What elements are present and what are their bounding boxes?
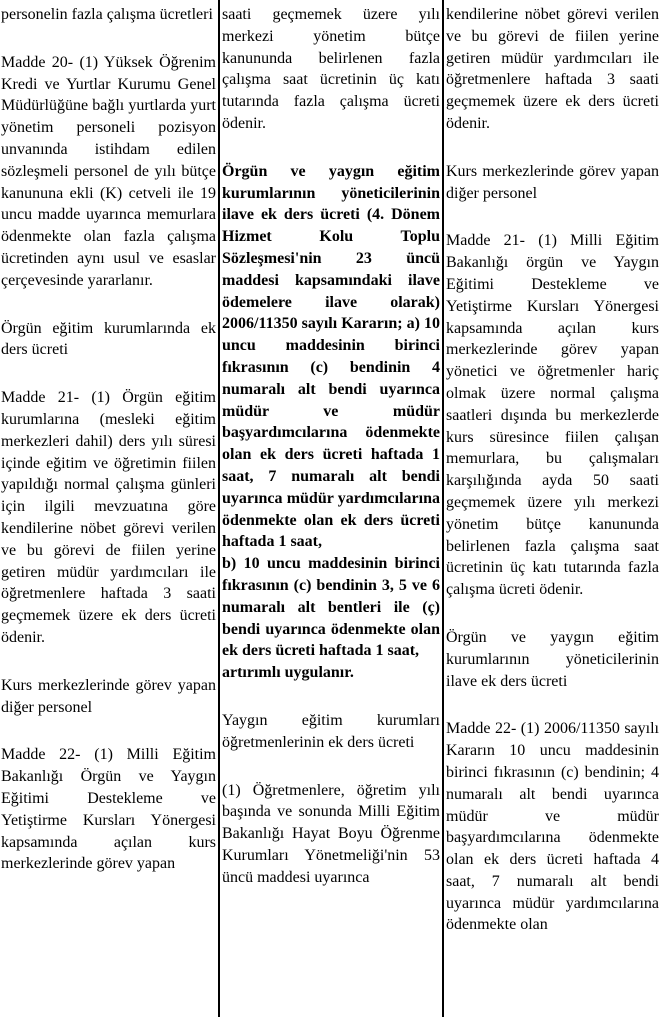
col1-para-1: personelin fazla çalışma ücretleri: [1, 6, 213, 23]
col1-para-6: Madde 22- (1) Milli Eğitim Bakanlığı Örgün ve Yaygın Eğitimi Destekleme ve Yetiştirme Kursları Yönergesi kapsamında açılan kurs merkezlerinde görev yapan: [1, 746, 216, 873]
table-column-3: [442, 0, 660, 1017]
col2-para-5: Yaygın eğitim kurumları öğretmenlerinin ek ders ücreti: [222, 711, 440, 751]
col1-para-4: Madde 21- (1) Örgün eğitim kurumlarına (mesleki eğitim merkezleri dahil) ders yılı süresi içinde eğitim ve öğretimin fiilen yapıldığı normal çalışma günleri için ilgili mevzuatına göre kendilerine nöbet görevi verilen ve bu görevi de fiilen yerine getiren müdür yardımcıları ile öğretmenlere haftada 3 saati geçmemek üzere ek ders ücreti ödenir.: [1, 389, 216, 646]
col1-para-3: Örgün eğitim kurumlarında ek ders ücreti: [1, 319, 216, 359]
col2-para-4: artırımlı uygulanır.: [222, 664, 354, 682]
col1-para-5: Kurs merkezlerinde görev yapan diğer personel: [1, 676, 216, 716]
col2-para-2: Örgün ve yaygın eğitim kurumlarının yöneticilerinin ilave ek ders ücreti (4. Dönem Hizmet Kolu Toplu Sözleşmesi'nin 23 üncü maddesi kapsamındaki ilave ödemelere ilave olarak) 2006/11350 sayılı Kararın; a) 10 uncu maddesinin birinci fıkrasının (c) bendinin 4 numaralı alt bendi uyarınca müdür ve müdür başyardımcılarına ödenmekte olan ek ders ücreti haftada 1 saat, 7 numaralı alt bendi uyarınca müdür yardımcılarına ödenmekte olan ek ders ücreti haftada 1 saat,: [222, 162, 440, 551]
col3-para-3: Madde 21- (1) Milli Eğitim Bakanlığı örgün ve Yaygın Eğitimi Destekleme ve Yetiştirme Kursları Yönergesi kapsamında açılan kurs merkezlerinde görev yapan yönetici ve öğretmenler hariç olmak üzere normal çalışma saatleri dışında bu merkezlerde kurs süresince fiilen çalışan memurlara, bu çalışmaları karşılığında ayda 50 saati geçmemek üzere yılı merkezi yönetim bütçe kanununda belirlenen fazla çalışma saat ücretinin üç katı tutarında fazla çalışma ücreti ödenir.: [446, 232, 659, 599]
col1-para-2: Madde 20- (1) Yüksek Öğrenim Kredi ve Yurtlar Kurumu Genel Müdürlüğüne bağlı yurtlarda yurt yönetim personeli pozisyon unvanında istihdam edilen sözleşmeli personel de yılı bütçe kanununa ekli (K) cetveli ile 19 uncu madde uyarınca memurlara ödenmekte olan fazla çalışma ücretinden aynı usul ve esaslar çerçevesinde yararlanır.: [1, 53, 216, 289]
col3-para-5: Madde 22- (1) 2006/11350 sayılı Kararın 10 uncu maddesinin birinci fıkrasının (c) bendinin; 4 numaralı alt bendi uyarınca müdür ve müdür başyardımcılarına ödenmekte olan ek ders ücreti haftada 4 saat, 7 numaralı alt bendi uyarınca müdür yardımcılarına ödenmekte olan: [446, 720, 659, 934]
col3-para-4: Örgün ve yaygın eğitim kurumlarının yöneticilerinin ilave ek ders ücreti: [446, 628, 659, 690]
table-column-1: [0, 0, 218, 1017]
table-column-2: [218, 0, 442, 1017]
col3-para-1: kendilerine nöbet görevi verilen ve bu görevi de fiilen yerine getiren müdür yardımcıları ile öğretmenlere haftada 3 saati geçmemek üzere ek ders ücreti ödenir.: [446, 6, 659, 132]
col2-para-3: b) 10 uncu maddesinin birinci fıkrasının (c) bendinin 3, 5 ve 6 numaralı alt bentleri ile (ç) bendi uyarınca ödenmekte olan ek ders ücreti haftada 1 saat,: [222, 555, 440, 660]
col3-para-2: Kurs merkezlerinde görev yapan diğer personel: [446, 162, 659, 202]
col2-para-1: saati geçmemek üzere yılı merkezi yönetim bütçe kanununda belirlenen fazla çalışma saat ücretinin üç katı tutarında fazla çalışma ücreti ödenir.: [222, 6, 440, 132]
col2-para-6: (1) Öğretmenlere, öğretim yılı başında ve sonunda Milli Eğitim Bakanlığı Hayat Boyu Öğrenme Kurumları Yönetmeliği'nin 53 üncü maddesi uyarınca: [222, 781, 440, 886]
